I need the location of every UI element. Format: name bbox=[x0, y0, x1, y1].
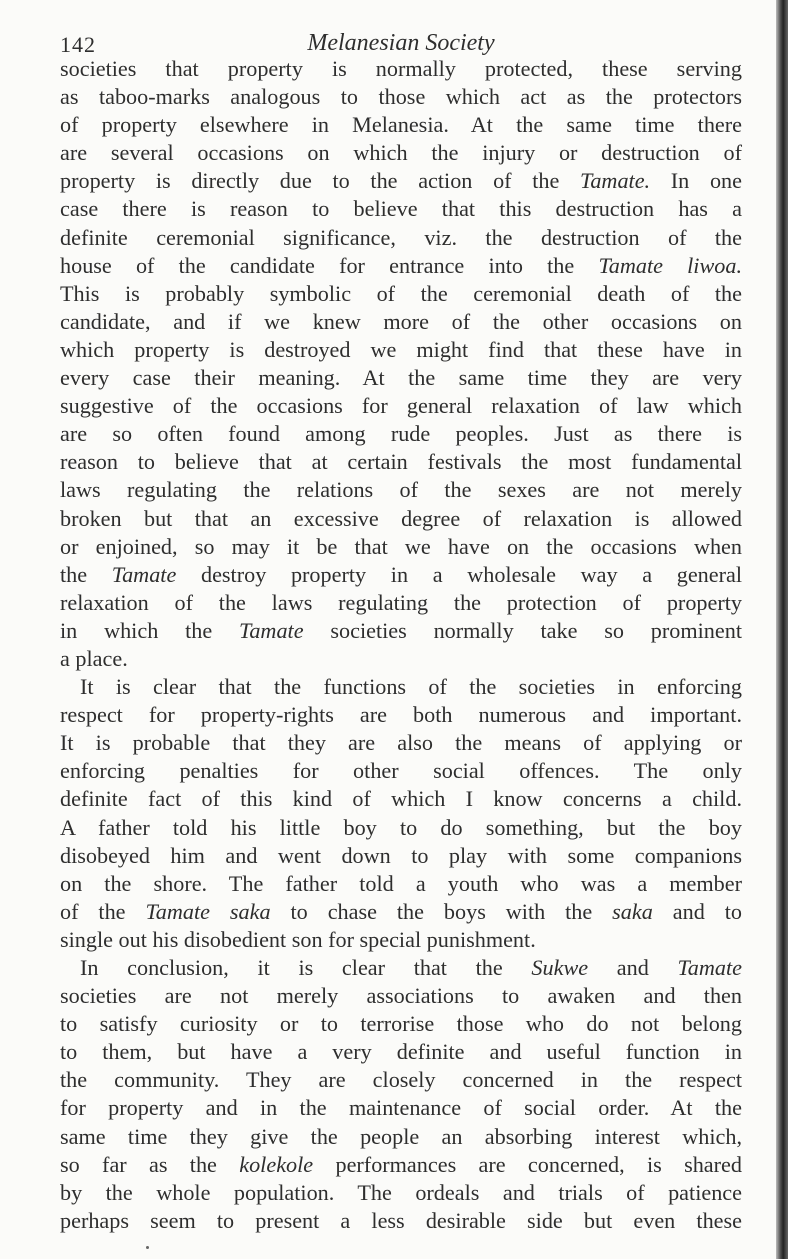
text-run: single out his disobedient son for special punishment. bbox=[60, 926, 536, 952]
text-run: so far as the bbox=[60, 1151, 240, 1177]
text-run: In one bbox=[650, 168, 742, 194]
text-run: of the bbox=[60, 898, 146, 924]
text-run: to satisfy curiosity or to terrorise those who do not belong bbox=[60, 1011, 742, 1037]
page-number: 142 bbox=[60, 32, 96, 57]
text-run: disobeyed him and went down to play with some companions bbox=[60, 842, 742, 868]
text-run: definite ceremonial significance, viz. the destruction of the bbox=[60, 224, 742, 250]
text-run: suggestive of the occasions for general relaxation of law which bbox=[60, 393, 742, 419]
text-run: of property elsewhere in Melanesia. At the same time there bbox=[60, 112, 742, 138]
text-line bbox=[60, 476, 742, 504]
text-line bbox=[60, 982, 742, 1010]
text-line bbox=[60, 1207, 742, 1235]
text-line bbox=[60, 364, 742, 392]
italic-term: saka bbox=[612, 898, 653, 924]
text-line bbox=[60, 561, 742, 589]
text-run: reason to believe that at certain festivals the most fundamental bbox=[60, 449, 742, 475]
text-run: are several occasions on which the injury or destruction of bbox=[60, 140, 742, 166]
text-run: every case their meaning. At the same time they are very bbox=[60, 365, 742, 391]
text-run: a place. bbox=[60, 645, 128, 671]
text-line bbox=[60, 926, 742, 954]
text-line bbox=[60, 420, 742, 448]
text-run: enforcing penalties for other social offences. The only bbox=[60, 758, 742, 784]
text-run: A father told his little boy to do something, but the boy bbox=[60, 814, 742, 840]
text-run: perhaps seem to present a less desirable side but even these bbox=[60, 1207, 742, 1233]
text-run: It is clear that the functions of the societies in enforcing bbox=[80, 674, 742, 700]
text-run: laws regulating the relations of the sexes are not merely bbox=[60, 477, 742, 503]
text-run: the community. They are closely concerned in the respect bbox=[60, 1067, 742, 1093]
text-run: destroy property in a wholesale way a general bbox=[176, 561, 743, 587]
text-run: same time they give the people an absorbing interest which, bbox=[60, 1123, 742, 1149]
italic-term: Tamate saka bbox=[145, 898, 271, 924]
body-text bbox=[60, 55, 742, 1235]
text-run: broken but that an excessive degree of relaxation is allowed bbox=[60, 505, 742, 531]
text-line bbox=[60, 1179, 742, 1207]
text-line bbox=[60, 83, 742, 111]
text-line bbox=[60, 505, 742, 533]
text-run: performances are concerned, is shared bbox=[313, 1151, 742, 1177]
text-run: to chase the boys with the bbox=[270, 898, 613, 924]
text-line bbox=[60, 870, 742, 898]
text-run: definite fact of this kind of which I know concerns a child. bbox=[60, 786, 742, 812]
text-line bbox=[60, 111, 742, 139]
text-run: relaxation of the laws regulating the protection of property bbox=[60, 589, 742, 615]
text-run: respect for property-rights are both numerous and important. bbox=[60, 702, 742, 728]
scan-speck bbox=[146, 1246, 149, 1249]
text-line bbox=[60, 1123, 742, 1151]
italic-term: Tamate bbox=[677, 955, 742, 980]
text-run: in which the bbox=[60, 617, 240, 643]
text-line bbox=[60, 448, 742, 476]
text-run: societies normally take so prominent bbox=[303, 617, 742, 643]
text-run: or enjoined, so may it be that we have on the occasions when bbox=[60, 533, 742, 559]
text-run: as taboo-marks analogous to those which act as the protectors bbox=[60, 84, 742, 110]
text-run: for property and in the maintenance of social order. At the bbox=[60, 1095, 742, 1121]
text-line bbox=[60, 55, 742, 83]
text-line bbox=[60, 1151, 742, 1179]
text-run: and to bbox=[652, 898, 742, 924]
italic-term: Tamate. bbox=[580, 168, 651, 194]
text-line bbox=[60, 224, 742, 252]
text-line bbox=[60, 617, 742, 645]
italic-term: Tamate bbox=[239, 617, 304, 643]
text-line bbox=[60, 1010, 742, 1038]
text-line bbox=[60, 1094, 742, 1122]
text-line bbox=[60, 280, 742, 308]
text-line bbox=[60, 785, 742, 813]
text-line bbox=[60, 167, 742, 195]
italic-term: Tamate bbox=[111, 561, 177, 587]
text-line bbox=[60, 954, 742, 982]
text-run: the bbox=[60, 561, 112, 587]
text-run: property is directly due to the action of the bbox=[60, 168, 581, 194]
italic-term: kolekole bbox=[239, 1151, 314, 1177]
text-line bbox=[60, 533, 742, 561]
text-run: societies that property is normally protected, these serving bbox=[60, 56, 742, 81]
text-run: It is probable that they are also the means of applying or bbox=[60, 730, 742, 756]
text-run: on the shore. The father told a youth who was a member bbox=[60, 870, 742, 896]
text-line bbox=[60, 336, 742, 364]
text-run: house of the candidate for entrance into the bbox=[60, 252, 599, 278]
text-line bbox=[60, 195, 742, 223]
text-run: and bbox=[588, 955, 678, 980]
text-run: to them, but have a very definite and useful function in bbox=[60, 1039, 742, 1065]
text-line bbox=[60, 729, 742, 757]
text-run: societies are not merely associations to awaken and then bbox=[60, 983, 742, 1009]
scan-edge bbox=[776, 0, 788, 1259]
text-line bbox=[60, 139, 742, 167]
text-line bbox=[60, 392, 742, 420]
text-line bbox=[60, 1066, 742, 1094]
italic-term: Tamate liwoa. bbox=[598, 252, 743, 278]
text-run: by the whole population. The ordeals and trials of patience bbox=[60, 1179, 742, 1205]
text-run: This is probably symbolic of the ceremonial death of the bbox=[60, 280, 742, 306]
running-title: Melanesian Society bbox=[307, 30, 495, 56]
text-run: candidate, and if we knew more of the other occasions on bbox=[60, 308, 742, 334]
text-run: In conclusion, it is clear that the bbox=[80, 955, 532, 980]
text-line bbox=[60, 842, 742, 870]
text-line bbox=[60, 757, 742, 785]
text-line bbox=[60, 814, 742, 842]
text-line bbox=[60, 308, 742, 336]
text-run: are so often found among rude peoples. Just as there is bbox=[60, 421, 742, 447]
text-line bbox=[60, 589, 742, 617]
text-line bbox=[60, 701, 742, 729]
text-line bbox=[60, 252, 742, 280]
text-run: which property is destroyed we might find that these have in bbox=[60, 336, 742, 362]
italic-term: Sukwe bbox=[531, 955, 589, 980]
text-line bbox=[60, 645, 742, 673]
text-run: case there is reason to believe that this destruction has a bbox=[60, 196, 742, 222]
text-line bbox=[60, 1038, 742, 1066]
text-line bbox=[60, 673, 742, 701]
text-line bbox=[60, 898, 742, 926]
